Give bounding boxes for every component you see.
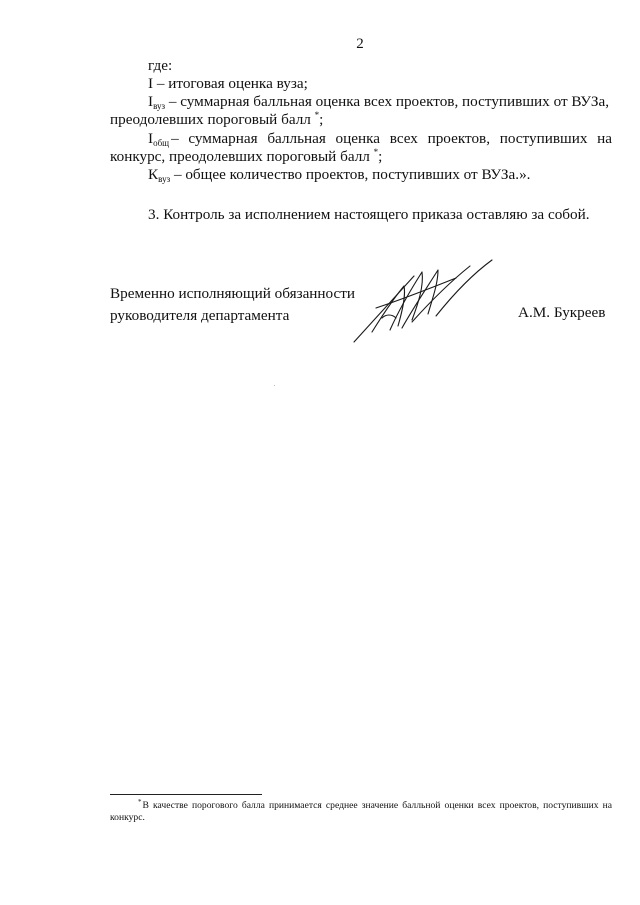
legend-k-vuz-symbol: К — [148, 166, 159, 183]
signer-position-line2: руководителя департамента — [110, 307, 290, 324]
footnote — [110, 800, 612, 824]
legend-i-total-symbol: I — [148, 75, 154, 92]
legend-k-vuz-text: – общее количество проектов, поступивших от ВУЗа.». — [170, 166, 531, 183]
legend-i-obsch-subscript: общ — [153, 138, 170, 148]
legend-i-vuz-tail: ; — [319, 111, 324, 128]
legend-i-vuz-symbol: I — [148, 93, 154, 110]
signer-position — [110, 283, 355, 327]
legend-i-obsch-symbol: I — [148, 130, 154, 147]
handwritten-signature-icon — [352, 256, 500, 346]
legend-i-total — [148, 75, 308, 93]
legend-i-vuz-footnote-mark: * — [314, 110, 320, 120]
signer-name: А.М. Букреев — [518, 304, 606, 321]
footnote-divider — [110, 794, 262, 795]
legend-i-vuz-line2 — [110, 111, 323, 129]
scan-speck — [274, 385, 275, 386]
legend-i-obsch-text1: – суммарная балльная оценка всех проектов, поступивших на — [171, 130, 612, 147]
footnote-mark: * — [138, 798, 142, 806]
legend-i-obsch-text2: конкурс, преодолевших пороговый балл — [110, 148, 374, 165]
legend-i-obsch-line2 — [110, 148, 382, 166]
legend-i-obsch-line1 — [148, 130, 612, 148]
signer-position-line1: Временно исполняющий обязанности — [110, 285, 356, 302]
legend-i-vuz-text1: – суммарная балльная оценка всех проектов, поступивших от ВУЗа, — [165, 93, 609, 110]
legend-i-vuz-text2: преодолевших пороговый балл — [110, 111, 315, 128]
legend-i-obsch-head — [148, 130, 169, 148]
legend-i-obsch-tail: ; — [378, 148, 383, 165]
item-3-paragraph: 3. Контроль за исполнением настоящего приказа оставляю за собой. — [148, 206, 590, 223]
legend-i-obsch-footnote-mark: * — [373, 147, 379, 157]
legend-i-vuz-subscript: вуз — [153, 101, 166, 111]
legend-k-vuz — [148, 166, 530, 184]
legend-k-vuz-subscript: вуз — [158, 174, 171, 184]
legend-intro: где: — [148, 57, 173, 74]
legend-i-vuz-line1 — [148, 93, 609, 111]
footnote-text: В качестве порогового балла принимается среднее значение балльной оценки всех проектов, поступивших на конкурс. — [110, 800, 612, 823]
page-number: 2 — [356, 36, 364, 52]
legend-i-total-text: – итоговая оценка вуза; — [153, 75, 308, 92]
